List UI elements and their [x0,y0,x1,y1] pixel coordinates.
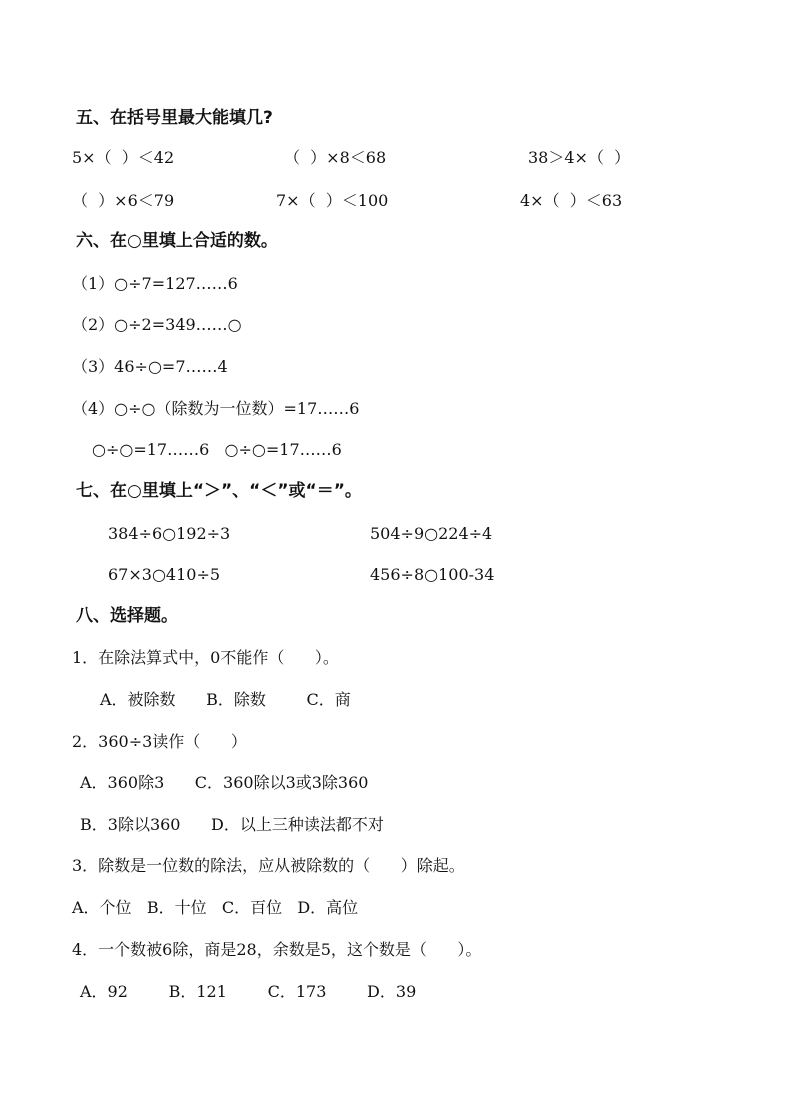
section-5-problem-3: 38＞4×（ ） [528,148,631,167]
question-4-stem: 4．一个数被6除，商是28，余数是5，这个数是（ ）。 [72,940,482,959]
section-7-compare-3: 67×3○410÷5 [108,565,221,584]
section-5-problem-1: 5×（ ）＜42 [72,148,175,167]
section-8-title: 八、选择题。 [76,606,178,626]
section-5-problem-4: （ ）×6＜79 [72,191,175,210]
section-6-item-1: （1）○÷7=127……6 [72,274,238,293]
question-4-options: A．92 B．121 C．173 D．39 [80,982,417,1001]
section-6-item-4: （4）○÷○（除数为一位数）=17……6 [72,399,360,418]
section-6-title: 六、在○里填上合适的数。 [76,231,278,251]
section-7-compare-1: 384÷6○192÷3 [108,524,231,543]
question-1-stem: 1．在除法算式中，0不能作（ ）。 [72,648,339,667]
section-5-problem-6: 4×（ ）＜63 [520,191,623,210]
section-5-problem-2: （ ）×8＜68 [284,148,387,167]
question-1-options: A．被除数 B．除数 C．商 [100,690,351,709]
question-2-stem: 2．360÷3读作（ ） [72,732,247,751]
question-2-options-1: A．360除3 C．360除以3或3除360 [80,773,369,792]
section-6-extra: ○÷○=17……6 ○÷○=17……6 [92,440,342,459]
question-3-options: A．个位 B．十位 C．百位 D．高位 [72,898,359,917]
section-7-compare-2: 504÷9○224÷4 [370,524,493,543]
section-5-title: 五、在括号里最大能填几? [76,108,273,128]
section-7-title: 七、在○里填上“＞”、“＜”或“＝”。 [76,481,362,501]
question-3-stem: 3．除数是一位数的除法，应从被除数的（ ）除起。 [72,856,465,875]
section-6-item-2: （2）○÷2=349……○ [72,315,242,334]
section-7-compare-4: 456÷8○100-34 [370,565,495,584]
question-2-options-2: B．3除以360 D．以上三种读法都不对 [80,815,384,834]
section-5-problem-5: 7×（ ）＜100 [276,191,389,210]
section-6-item-3: （3）46÷○=7……4 [72,357,228,376]
